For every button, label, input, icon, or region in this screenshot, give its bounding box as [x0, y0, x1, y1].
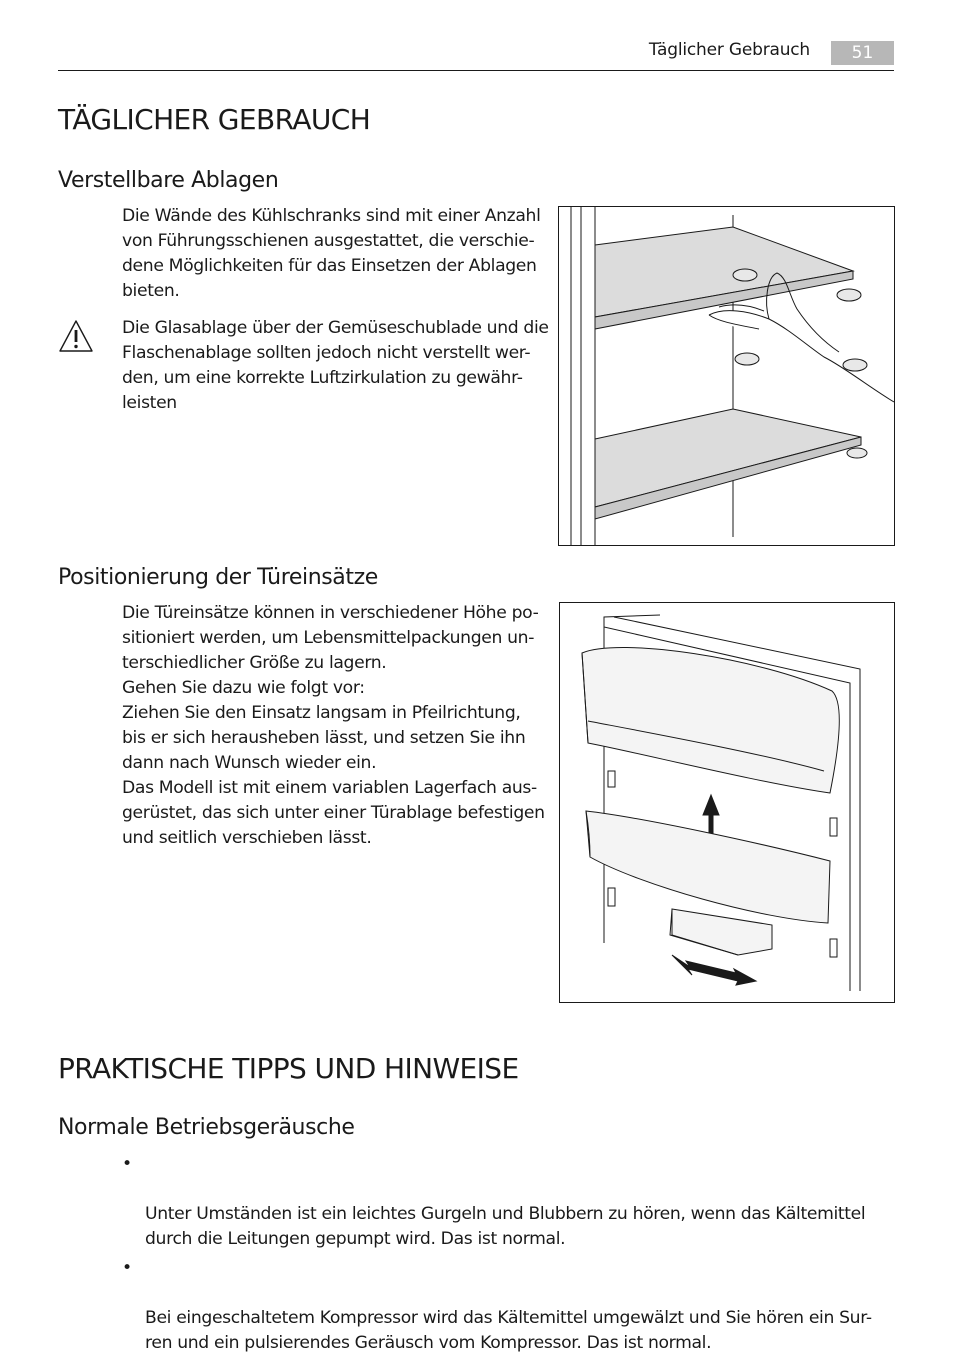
section-title-daily-use: TÄGLICHER GEBRAUCH	[58, 103, 371, 136]
bullet-icon: •	[122, 1154, 132, 1174]
warning-icon	[57, 318, 95, 354]
list-item	[116, 1152, 896, 1252]
warning-text: Die Glasablage über der Gemüseschublade und die Flaschenablage sollten jedoch nicht verstellt wer- den, um eine korrekte Luftzirkulation zu gewähr- leisten	[122, 318, 549, 413]
subsection-title-normal-noises: Normale Betriebsgeräusche	[58, 1115, 355, 1140]
figure-adjustable-shelves	[558, 206, 895, 546]
list-item-text: Bei eingeschaltetem Kompressor wird das Kältemittel umgewälzt und Sie hören ein Sur- ren und ein pulsierendes Geräusch vom Kompressor. Das ist normal.	[145, 1308, 872, 1353]
normal-noises-list	[116, 1152, 896, 1360]
running-header-title: Täglicher Gebrauch	[648, 40, 810, 60]
list-item	[116, 1256, 896, 1356]
subsection-title-adjustable-shelves: Verstellbare Ablagen	[58, 168, 279, 193]
page-number: 51	[831, 41, 894, 65]
bullet-icon: •	[122, 1258, 132, 1278]
list-item-text: Unter Umständen ist ein leichtes Gurgeln und Blubbern zu hören, wenn das Kältemittel durch die Leitungen gepumpt wird. Das ist normal.	[145, 1204, 866, 1249]
door-inserts-text: Die Türeinsätze können in verschiedener Höhe po- sitioniert werden, um Lebensmittelpackungen un- terschiedlicher Größe zu lagern. Gehen Sie dazu wie folgt vor: Ziehen Sie den Einsatz langsam in Pfeilrichtung, bis er sich herausheben lässt, und setzen Sie ihn dann nach Wunsch wieder ein. Das Modell ist mit einem variablen Lagerfach aus- gerüstet, das sich unter einer Türablage befestigen und seitlich verschieben lässt.	[122, 603, 545, 848]
header-rule	[58, 70, 894, 71]
subsection-title-door-inserts: Positionierung der Türeinsätze	[58, 565, 378, 590]
section-title-practical-tips: PRAKTISCHE TIPPS UND HINWEISE	[58, 1052, 519, 1085]
adjustable-shelves-text: Die Wände des Kühlschranks sind mit einer Anzahl von Führungsschienen ausgestattet, die verschie- dene Möglichkeiten für das Einsetzen der Ablagen bieten.	[122, 206, 541, 301]
figure-door-inserts	[559, 602, 895, 1003]
